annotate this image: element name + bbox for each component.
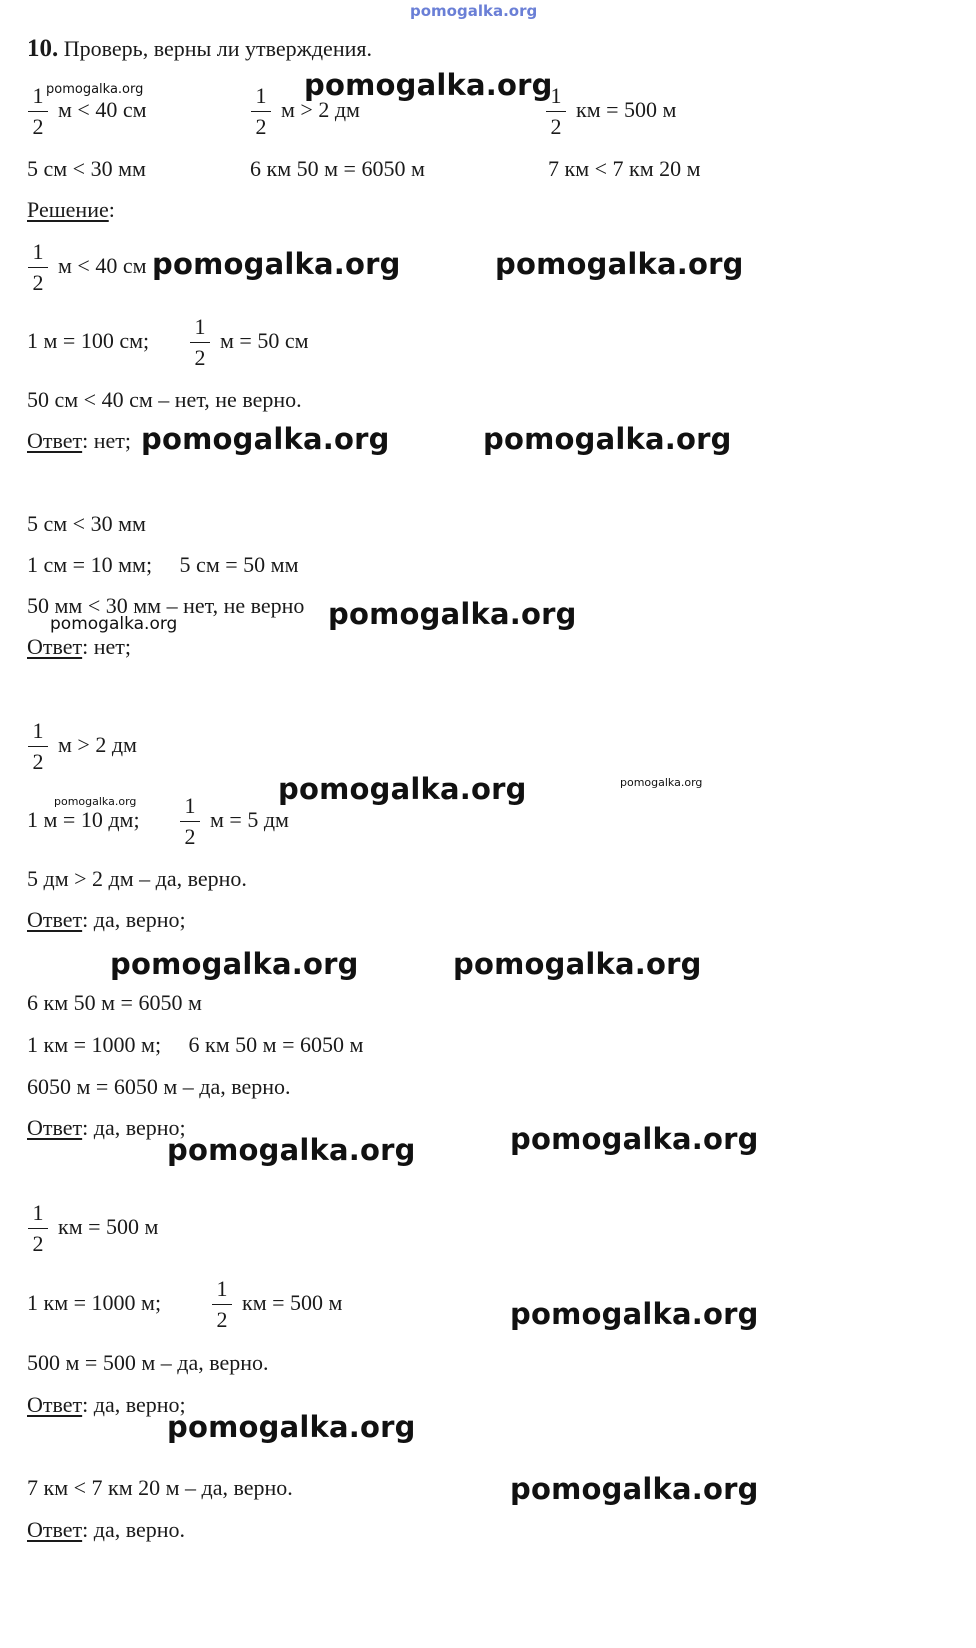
task-heading: [27, 36, 372, 62]
fraction-one-half: 1 2: [25, 719, 51, 774]
watermark: pomogalka.org: [278, 772, 527, 806]
block1-step-result: м = 50 см: [220, 328, 309, 353]
watermark: pomogalka.org: [483, 422, 732, 456]
watermark: pomogalka.org: [510, 1297, 759, 1331]
fraction-one-half: 1 2: [248, 84, 274, 139]
block4-step: 1 км = 1000 м; 6 км 50 м = 6050 м: [27, 1032, 364, 1057]
top-watermark: pomogalka.org: [410, 2, 538, 20]
statement-5: 6 км 50 м = 6050 м: [250, 156, 425, 181]
block4-answer: Ответ: да, верно;: [27, 1115, 186, 1140]
watermark-small: pomogalka.org: [54, 795, 137, 808]
watermark: pomogalka.org: [167, 1410, 416, 1444]
block2-answer: Ответ: нет;: [27, 634, 132, 659]
block3-step: 1 м = 10 дм;: [27, 807, 140, 832]
fraction-one-half: 1 2: [25, 240, 51, 295]
fraction-one-half: 1 2: [209, 1277, 235, 1332]
block3-answer: Ответ: да, верно;: [27, 907, 186, 932]
statement-2: м > 2 дм: [281, 97, 360, 122]
block5-answer: Ответ: да, верно;: [27, 1392, 186, 1417]
fraction-one-half: 1 2: [543, 84, 569, 139]
watermark: pomogalka.org: [110, 947, 359, 981]
block2-head: 5 см < 30 мм: [27, 511, 146, 536]
watermark: pomogalka.org: [152, 247, 401, 281]
block1-answer: Ответ: нет;: [27, 428, 132, 453]
task-number: 10.: [27, 35, 59, 62]
watermark: pomogalka.org: [510, 1472, 759, 1506]
fraction-one-half: 1 2: [25, 1201, 51, 1256]
watermark-small: pomogalka.org: [620, 776, 703, 789]
block5-step-result: км = 500 м: [242, 1290, 343, 1315]
block3-compare: 5 дм > 2 дм – да, верно.: [27, 866, 247, 891]
block2-compare: 50 мм < 30 мм – нет, не верно: [27, 593, 305, 618]
watermark: pomogalka.org: [453, 947, 702, 981]
watermark-small: pomogalka.org: [50, 614, 178, 634]
watermark: pomogalka.org: [328, 597, 577, 631]
statement-4: 5 см < 30 мм: [27, 156, 146, 181]
block1-head: м < 40 см: [58, 253, 147, 278]
fraction-one-half: 1 2: [25, 84, 51, 139]
block5-step: 1 км = 1000 м;: [27, 1290, 162, 1315]
task-text: Проверь, верны ли утверждения.: [58, 36, 372, 61]
block2-step: 1 см = 10 мм; 5 см = 50 мм: [27, 552, 299, 577]
watermark: pomogalka.org: [141, 422, 390, 456]
block4-compare: 6050 м = 6050 м – да, верно.: [27, 1074, 291, 1099]
watermark-small: pomogalka.org: [46, 82, 144, 97]
watermark: pomogalka.org: [495, 247, 744, 281]
statement-3: км = 500 м: [576, 97, 677, 122]
watermark: pomogalka.org: [167, 1133, 416, 1167]
block6-compare: 7 км < 7 км 20 м – да, верно.: [27, 1475, 293, 1500]
watermark: pomogalka.org: [304, 68, 553, 102]
block5-head: км = 500 м: [58, 1214, 159, 1239]
block1-compare: 50 см < 40 см – нет, не верно.: [27, 387, 302, 412]
statement-6: 7 км < 7 км 20 м: [548, 156, 701, 181]
watermark: pomogalka.org: [510, 1122, 759, 1156]
block4-head: 6 км 50 м = 6050 м: [27, 990, 202, 1015]
block1-step: 1 м = 100 см;: [27, 328, 150, 353]
fraction-one-half: 1 2: [187, 315, 213, 370]
block6-answer: Ответ: да, верно.: [27, 1517, 186, 1542]
block3-step-result: м = 5 дм: [210, 807, 289, 832]
solution-label: Решение:: [27, 197, 115, 222]
block3-head: м > 2 дм: [58, 732, 137, 757]
block5-compare: 500 м = 500 м – да, верно.: [27, 1350, 269, 1375]
statement-1: м < 40 см: [58, 97, 147, 122]
fraction-one-half: 1 2: [177, 794, 203, 849]
